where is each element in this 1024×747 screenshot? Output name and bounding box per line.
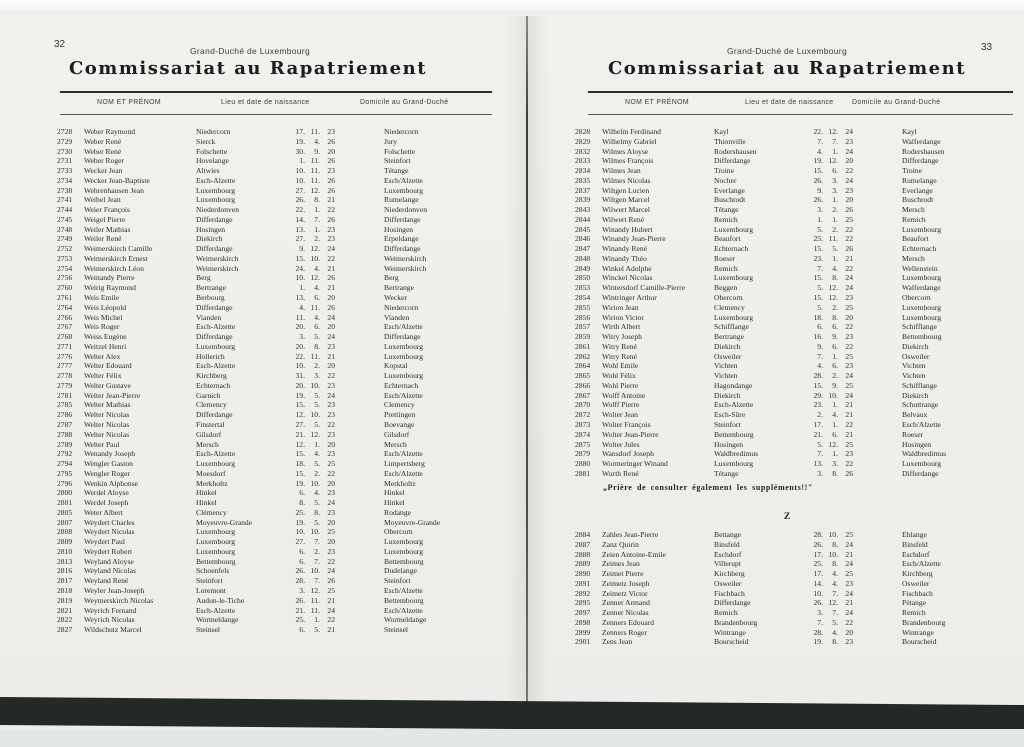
table-row: 2857 Wirth Albert Schifflange 6. 6. 22 Schifflange: [575, 322, 937, 332]
birthdate: 28. 10. 25: [813, 530, 853, 539]
birthdate: 7. 1. 23: [817, 449, 853, 459]
birthdate: 20. 10. 23: [295, 380, 335, 390]
table-row: 2888 Zeien Antoine-Emile Eschdorf 17. 10. 21 Eschdorf: [575, 549, 930, 559]
table-row: 2881 Wurth René Tétange 3. 8. 26 Differdange: [575, 468, 939, 478]
table-row: 2843 Wilwert Marcel Tétange 3. 2. 26 Mersch: [575, 205, 925, 215]
birthdate: 3. 5. 24: [299, 332, 335, 342]
table-row: 2766 Weis Michel Vianden 11. 4. 24 Vianden: [57, 312, 410, 322]
table-row: 2778 Welter Félix Kirchberg 31. 3. 22 Luxembourg: [57, 371, 424, 381]
birthdate: 3. 8. 26: [817, 468, 853, 478]
birthdate: 15. 12. 23: [813, 293, 853, 303]
birthdate: 2. 4. 21: [817, 410, 853, 420]
table-row: 2872 Wolter Jean Esch-Sûre 2. 4. 21 Belvaux: [575, 410, 928, 420]
table-row: 2866 Wohl Pierre Hagondange 15. 9. 25 Schifflange: [575, 380, 937, 390]
birthdate: 25. 1. 22: [295, 615, 335, 625]
birthdate: 26. 1. 20: [813, 195, 853, 205]
table-row: 2897 Zenner Nicolas Remich 3. 7. 24 Remich: [575, 608, 926, 618]
table-row: 2859 Witry Joseph Bertrange 16. 9. 23 Bettembourg: [575, 332, 942, 342]
table-row: 2819 Weymerskirch Nicolas Audun-le-Tiche 26. 11. 21 Bettembourg: [57, 595, 424, 605]
birthdate: 19. 5. 20: [295, 517, 335, 527]
table-row: 2846 Winandy Jean-Pierre Beaufort 25. 11. 22 Beaufort: [575, 234, 929, 244]
birthdate: 28. 4. 20: [813, 627, 853, 637]
table-row: 2728 Weber Raymond Niedercorn 17. 11. 23 Niedercorn: [57, 127, 419, 136]
table-row: 2829 Wilhelmy Gabriel Thionville 7. 7. 23 Walferdange: [575, 136, 941, 146]
birthdate: 9. 6. 22: [817, 341, 853, 351]
table-row: 2880 Wormeringer Winand Luxembourg 13. 3. 22 Luxembourg: [575, 459, 942, 469]
birthdate: 7. 1. 25: [817, 351, 853, 361]
table-row: 2744 Weier François Niederdonven 22. 1. 22 Niederdonven: [57, 205, 428, 215]
table-rows: [575, 530, 995, 647]
table-row: 2867 Wolff Antoine Diekirch 29. 10. 24 Diekirch: [575, 390, 929, 400]
table-row: 2839 Wiltgen Marcel Buschrodt 26. 1. 20 Buschrodt: [575, 195, 934, 205]
table-row: 2832 Wilmes Aloyse Rodershausen 4. 1. 24 Rodershausen: [575, 146, 945, 156]
page-title-left: Commissariat au Rapatriement: [68, 58, 428, 79]
table-row: 2833 Wilmes François Differdange 19. 12. 20 Differdange: [575, 156, 939, 166]
table-row: 2749 Weiler René Diekirch 27. 2. 23 Erpeldange: [57, 234, 419, 244]
birthdate: 21. 12. 23: [295, 429, 335, 439]
birthdate: 28. 2. 24: [813, 371, 853, 381]
supplements-note: „Prière de consulter également les suppléments!!": [603, 483, 813, 492]
table-row: 2848 Winandy Théo Roeser 23. 1. 21 Mersch: [575, 253, 925, 263]
section-heading-z: Z: [783, 512, 791, 522]
birthdate: 17. 11. 23: [295, 127, 335, 136]
birthdate: 6. 7. 22: [299, 556, 335, 566]
page-title-right: Commissariat au Rapatriement: [607, 58, 967, 79]
table-row: 2752 Weimerskirch Camille Differdange 9. 12. 24 Differdange: [57, 244, 421, 254]
birthdate: 19. 4. 26: [295, 136, 335, 146]
birthdate: 29. 10. 24: [813, 390, 853, 400]
birthdate: 6. 5. 21: [299, 625, 335, 635]
table-row: 2854 Wintringer Arthur Obercorn 15. 12. 23 Obercorn: [575, 293, 931, 303]
column-header-domicile-right: Domicile au Grand-Duché: [852, 99, 941, 106]
birthdate: 15. 10. 22: [295, 253, 335, 263]
table-row: 2781 Welter Jean-Pierre Garnich 19. 5. 24 Esch/Alzette: [57, 390, 423, 400]
birthdate: 26. 10. 24: [295, 566, 335, 576]
birthdate: 12. 1. 20: [295, 439, 335, 449]
birthdate: 13. 6. 20: [295, 293, 335, 303]
page-number-left: 32: [54, 39, 66, 50]
table-row: 2899 Zenners Roger Wintrange 28. 4. 20 Wintrange: [575, 627, 934, 637]
table-row: 2845 Winandy Hubert Luxembourg 5. 2. 22 Luxembourg: [575, 224, 942, 234]
birthdate: 17. 10. 21: [813, 549, 853, 559]
scanner-bed-strip: [0, 729, 1024, 747]
table-row: 2813 Weyland Aloyse Bettembourg 6. 7. 22 Bettembourg: [57, 556, 424, 566]
birthdate: 22. 1. 22: [295, 205, 335, 215]
table-row: 2733 Wecker Jean Altwies 10. 11. 23 Tétange: [57, 166, 409, 176]
table-row: 2801 Werdel Joseph Hinkel 8. 5. 24 Hinkel: [57, 498, 405, 508]
table-row: 2753 Weimerskirch Ernest Weimerskirch 15. 10. 22 Weimerskirch: [57, 253, 427, 263]
header-rule-thick: [588, 91, 1013, 93]
table-row: 2898 Zenners Edouard Brandenbourg 7. 5. 22 Brandenbourg: [575, 617, 946, 627]
table-row: 2788 Welter Nicolas Gilsdorf 21. 12. 23 Gilsdorf: [57, 429, 410, 439]
birthdate: 27. 2. 23: [295, 234, 335, 244]
birthdate: 18. 5. 25: [295, 459, 335, 469]
header-rule-thick: [60, 91, 492, 93]
birthdate: 10. 7. 24: [813, 588, 853, 598]
table-row: 2764 Weis Léopold Differdange 4. 11. 26 Niedercorn: [57, 302, 419, 312]
birthdate: 30. 9. 20: [295, 146, 335, 156]
table-row: 2855 Wirion Jean Clemency 5. 2. 25 Luxembourg: [575, 302, 942, 312]
table-row: 2874 Wolter Jean-Pierre Bettembourg 21. 6. 21 Roeser: [575, 429, 924, 439]
birthdate: 14. 4. 23: [813, 578, 853, 588]
birthdate: 15. 2. 22: [295, 468, 335, 478]
table-row: 2794 Wengler Gaston Luxembourg 18. 5. 25 Limpertsberg: [57, 459, 425, 469]
table-row: 2892 Zeimetz Victor Fischbach 10. 7. 24 Fischbach: [575, 588, 933, 598]
birthdate: 14. 7. 26: [295, 214, 335, 224]
birthdate: 5. 2. 22: [817, 224, 853, 234]
table-row: 2754 Weimerskirch Léon Weimerskirch 24. 4. 21 Weimerskirch: [57, 263, 427, 273]
birthdate: 7. 4. 22: [817, 263, 853, 273]
table-row: 2748 Weiler Mathias Hosingen 13. 1. 23 Hosingen: [57, 224, 414, 234]
column-header-birth-right: Lieu et date de naissance: [745, 99, 834, 106]
table-row: 2818 Weyler Jean-Joseph Loremont 3. 12. 25 Esch/Alzette: [57, 585, 423, 595]
birthdate: 1. 1. 25: [817, 214, 853, 224]
table-row: 2861 Witry René Diekirch 9. 6. 22 Diekirch: [575, 341, 929, 351]
table-row: 2767 Weis Roger Esch-Alzette 20. 6. 20 Esch/Alzette: [57, 322, 423, 332]
birthdate: 23. 1. 21: [813, 400, 853, 410]
table-row: 2827 Wildschutz Marcel Steinsel 6. 5. 21 Steinsel: [57, 625, 409, 635]
table-rows: [57, 127, 477, 635]
table-row: 2837 Wiltgen Lucien Everlange 9. 3. 23 Everlange: [575, 185, 933, 195]
table-row: 2792 Wenandy Joseph Esch-Alzette 15. 4. 23 Esch/Alzette: [57, 449, 423, 459]
table-row: 2875 Wolter Jules Hosingen 5. 12. 25 Hosingen: [575, 439, 932, 449]
birthdate: 4. 1. 24: [817, 146, 853, 156]
table-row: 2776 Welter Alex Hollerich 22. 11. 21 Luxembourg: [57, 351, 424, 361]
birthdate: 10. 11. 23: [295, 166, 335, 176]
table-row: 2809 Weydert Paul Luxembourg 27. 7. 20 Luxembourg: [57, 537, 424, 547]
table-row: 2844 Wilwert René Remich 1. 1. 25 Remich: [575, 214, 926, 224]
birthdate: 23. 1. 21: [813, 253, 853, 263]
birthdate: 3. 7. 24: [817, 608, 853, 618]
table-row: 2785 Welter Mathias Clemency 15. 5. 23 Clemency: [57, 400, 415, 410]
birthdate: 22. 12. 24: [813, 127, 853, 136]
birthdate: 20. 6. 20: [295, 322, 335, 332]
birthdate: 28. 7. 26: [295, 576, 335, 586]
table-rows: [575, 127, 995, 479]
table-row: 2873 Wolter François Steinfort 17. 1. 22 Esch/Alzette: [575, 419, 941, 429]
table-row: 2901 Zens Jean Bourscheid 19. 8. 23 Bourscheid: [575, 637, 937, 647]
birthdate: 3. 2. 26: [817, 205, 853, 215]
scanner-top-edge: [0, 0, 1024, 13]
birthdate: 8. 5. 24: [299, 498, 335, 508]
table-row: 2810 Weydert Robert Luxembourg 6. 2. 23 Luxembourg: [57, 546, 424, 556]
header-rule-thin: [588, 114, 1013, 115]
table-row: 2786 Welter Nicolas Differdange 12. 10. 23 Prettingen: [57, 410, 416, 420]
birthdate: 21. 11. 24: [295, 605, 335, 615]
birthdate: 6. 4. 23: [299, 488, 335, 498]
birthdate: 13. 1. 23: [295, 224, 335, 234]
table-row: 2847 Winandy René Echternach 15. 5. 26 Echternach: [575, 244, 937, 254]
birthdate: 16. 9. 23: [813, 332, 853, 342]
table-row: 2796 Wenkin Alphonse Merkholtz 19. 10. 20 Merkholtz: [57, 478, 416, 488]
page-number-right: 33: [981, 42, 993, 53]
table-row: 2779 Welter Gustave Echternach 20. 10. 23 Echternach: [57, 380, 419, 390]
birthdate: 25. 8. 24: [813, 559, 853, 569]
birthdate: 4. 6. 23: [817, 361, 853, 371]
birthdate: 10. 11. 26: [295, 175, 335, 185]
birthdate: 15. 5. 26: [813, 244, 853, 254]
birthdate: 19. 10. 20: [295, 478, 335, 488]
table-row: 2789 Welter Paul Mersch 12. 1. 20 Mersch: [57, 439, 407, 449]
table-row: 2756 Weinandy Pierre Berg 10. 12. 26 Berg: [57, 273, 399, 283]
birthdate: 10. 12. 26: [295, 273, 335, 283]
birthdate: 12. 10. 23: [295, 410, 335, 420]
table-row: 2741 Weibel Jean Luxembourg 26. 8. 21 Rumelange: [57, 195, 419, 205]
birthdate: 31. 3. 22: [295, 371, 335, 381]
birthdate: 17. 1. 22: [813, 419, 853, 429]
table-row: 2729 Weber René Sierck 19. 4. 26 Jury: [57, 136, 398, 146]
birthdate: 25. 8. 23: [295, 507, 335, 517]
birthdate: 13. 3. 22: [813, 459, 853, 469]
table-row: 2850 Winckel Nicolas Luxembourg 15. 8. 24 Luxembourg: [575, 273, 942, 283]
table-row: 2856 Wirion Victor Luxembourg 18. 8. 20 Luxembourg: [575, 312, 942, 322]
table-row: 2822 Weyrich Nicolas Wormeldange 25. 1. 22 Wormeldange: [57, 615, 427, 625]
birthdate: 26. 11. 21: [295, 595, 335, 605]
table-row: 2891 Zeimetz Joseph Osweiler 14. 4. 23 Osweiler: [575, 578, 930, 588]
running-head-right: Grand-Duché de Luxembourg: [727, 46, 847, 56]
header-rule-thin: [60, 114, 492, 115]
table-row: 2795 Wengler Roger Moesdorf 15. 2. 22 Esch/Alzette: [57, 468, 423, 478]
table-row: 2768 Weiss Eugène Differdange 3. 5. 24 Differdange: [57, 332, 421, 342]
table-row: 2745 Weigel Pierre Differdange 14. 7. 26 Differdange: [57, 214, 421, 224]
table-row: 2834 Wilmes Jean Troine 15. 6. 22 Troine: [575, 166, 922, 176]
table-row: 2889 Zeimes Jean Villerupt 25. 8. 24 Esch/Alzette: [575, 559, 941, 569]
table-row: 2808 Weydert Nicolas Luxembourg 10. 10. 25 Obercorn: [57, 527, 413, 537]
table-row: 2730 Weber René Folschette 30. 9. 20 Folschette: [57, 146, 416, 156]
birthdate: 7. 7. 23: [817, 136, 853, 146]
birthdate: 10. 2. 20: [295, 361, 335, 371]
birthdate: 15. 9. 25: [813, 380, 853, 390]
table-row: 2817 Weyland René Steinfort 28. 7. 26 Steinfort: [57, 576, 411, 586]
birthdate: 22. 11. 21: [295, 351, 335, 361]
birthdate: 15. 6. 22: [813, 166, 853, 176]
birthdate: 26. 3. 24: [813, 175, 853, 185]
birthdate: 3. 12. 25: [299, 585, 335, 595]
table-row: 2771 Weitzel Henri Luxembourg 20. 8. 23 Luxembourg: [57, 341, 424, 351]
table-row: 2849 Winkel Adolphe Remich 7. 4. 22 Wellenstein: [575, 263, 938, 273]
birthdate: 18. 8. 20: [813, 312, 853, 322]
table-row: 2887 Zanz Quirin Binsfeld 26. 8. 24 Binsfeld: [575, 539, 928, 549]
table-row: 2805 Weter Albert Clémency 25. 8. 23 Rodange: [57, 507, 411, 517]
birthdate: 26. 8. 24: [813, 539, 853, 549]
table-row: 2731 Weber Roger Hovelange 1. 11. 26 Steinfort: [57, 156, 411, 166]
table-row: 2884 Zahles Jean-Pierre Bettange 28. 10. 25 Ehlange: [575, 530, 927, 539]
running-head-left: Grand-Duché de Luxembourg: [190, 46, 310, 56]
table-row: 2828 Wilhelm Ferdinand Kayl 22. 12. 24 Kayl: [575, 127, 917, 136]
birthdate: 6. 6. 22: [817, 322, 853, 332]
birthdate: 7. 5. 22: [817, 617, 853, 627]
birthdate: 26. 8. 21: [295, 195, 335, 205]
birthdate: 9. 3. 23: [817, 185, 853, 195]
table-row: 2864 Wohl Emile Vichten 4. 6. 23 Vichten: [575, 361, 926, 371]
birthdate: 21. 6. 21: [813, 429, 853, 439]
birthdate: 10. 10. 25: [295, 527, 335, 537]
birthdate: 27. 7. 20: [295, 537, 335, 547]
birthdate: 19. 5. 24: [295, 390, 335, 400]
table-row: 2807 Weydert Charles Moyeuvre-Grande 19. 5. 20 Moyeuvre-Grande: [57, 517, 441, 527]
birthdate: 4. 11. 26: [299, 302, 335, 312]
table-row: 2853 Wintersdorf Camille-Pierre Beggen 5. 12. 24 Walferdange: [575, 283, 941, 293]
birthdate: 1. 11. 26: [299, 156, 335, 166]
birthdate: 5. 12. 25: [817, 439, 853, 449]
birthdate: 11. 4. 24: [295, 312, 335, 322]
column-header-domicile-left: Domicile au Grand-Duché: [360, 99, 449, 106]
birthdate: 25. 11. 22: [813, 234, 853, 244]
table-row: 2865 Wohl Félix Vichten 28. 2. 24 Vichten: [575, 371, 926, 381]
birthdate: 9. 12. 24: [299, 244, 335, 254]
birthdate: 19. 8. 23: [813, 637, 853, 647]
table-row: 2862 Witry René Osweiler 7. 1. 25 Osweiler: [575, 351, 930, 361]
birthdate: 15. 5. 23: [295, 400, 335, 410]
table-row: 2895 Zenner Armand Differdange 26. 12. 21 Pétange: [575, 598, 927, 608]
birthdate: 5. 2. 25: [817, 302, 853, 312]
table-row: 2761 Weis Emile Berbourg 13. 6. 20 Wecker: [57, 293, 407, 303]
table-row: 2816 Weyland Nicolas Schoenfels 26. 10. 24 Dudelange: [57, 566, 417, 576]
birthdate: 17. 4. 25: [813, 569, 853, 579]
birthdate: 27. 12. 26: [295, 185, 335, 195]
birthdate: 15. 8. 24: [813, 273, 853, 283]
column-header-name-right: NOM ET PRÉNOM: [625, 99, 690, 106]
birthdate: 19. 12. 20: [813, 156, 853, 166]
table-row: 2879 Wansdorf Joseph Waldbredimus 7. 1. 23 Waldbredimus: [575, 449, 947, 459]
table-row: 2734 Wecker Jean-Baptiste Esch-Alzette 10. 11. 26 Esch/Alzette: [57, 175, 423, 185]
table-row: 2738 Wehrenhausen Jean Luxembourg 27. 12. 26 Luxembourg: [57, 185, 424, 195]
birthdate: 1. 4. 21: [299, 283, 335, 293]
birthdate: 5. 12. 24: [817, 283, 853, 293]
birthdate: 24. 4. 21: [295, 263, 335, 273]
column-header-name-left: NOM ET PRÉNOM: [97, 99, 162, 106]
birthdate: 26. 12. 21: [813, 598, 853, 608]
book-fold-line: [526, 16, 528, 706]
birthdate: 6. 2. 23: [299, 546, 335, 556]
table-row: 2777 Welter Edouard Esch-Alzette 10. 2. 20 Kopstal: [57, 361, 408, 371]
table-row: 2800 Werdel Aloyse Hinkel 6. 4. 23 Hinkel: [57, 488, 405, 498]
birthdate: 27. 5. 22: [295, 419, 335, 429]
table-row: 2787 Welter Nicolas Finstertal 27. 5. 22 Boevange: [57, 419, 415, 429]
table-row: 2821 Weyrich Fernand Esch-Alzette 21. 11. 24 Esch/Alzette: [57, 605, 423, 615]
birthdate: 20. 8. 23: [295, 341, 335, 351]
table-row: 2870 Wolff Pierre Esch-Alzette 23. 1. 21 Schuttrange: [575, 400, 939, 410]
column-header-birth-left: Lieu et date de naissance: [221, 99, 310, 106]
book-bottom-edge: [0, 697, 1024, 733]
table-row: 2760 Weirig Raymond Bertrange 1. 4. 21 Bertrange: [57, 283, 414, 293]
birthdate: 15. 4. 23: [295, 449, 335, 459]
table-row: 2890 Zeimet Pierre Kirchberg 17. 4. 25 Kirchberg: [575, 569, 933, 579]
table-row: 2835 Wilmes Nicolas Nocher 26. 3. 24 Rumelange: [575, 175, 937, 185]
